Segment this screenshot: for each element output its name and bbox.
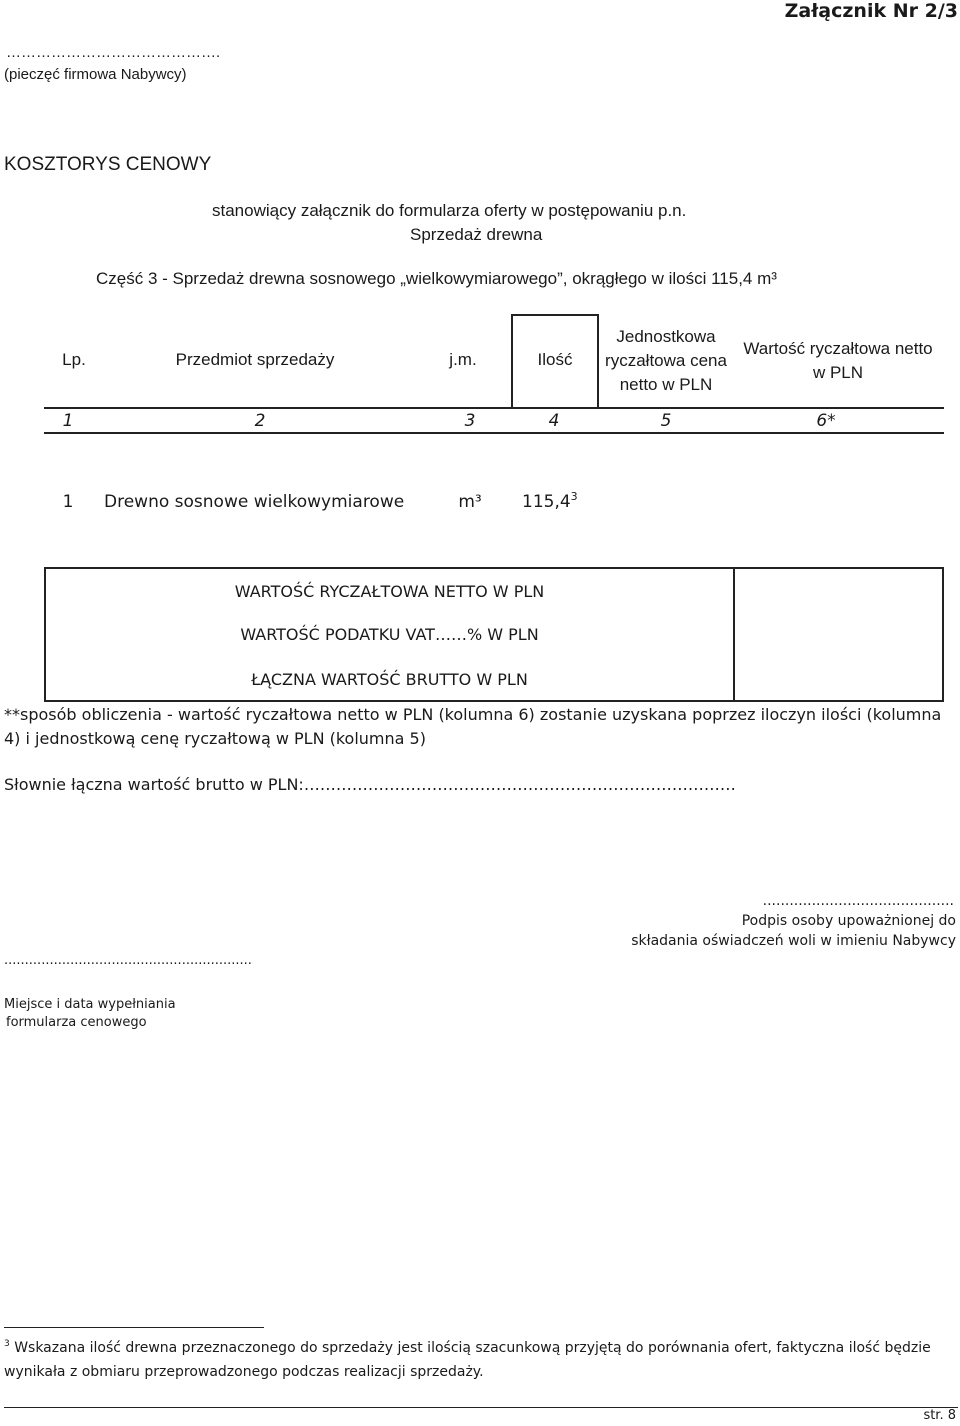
header-unit: j.m. [449,350,477,369]
table-border [44,700,944,702]
table-border [511,314,598,316]
footnote-text: Wskazana ilość drewna przeznaczonego do sprzedaży jest ilością szacunkową przyjętą do porównania ofert, faktyczna ilość będzie wynikała z obmiaru przeprowadzonego podczas realizacji sprzedaży. [4,1340,931,1380]
place-date-caption: Miejsce i data wypełniania [4,997,176,1012]
column-number: 1 [62,410,74,431]
table-border [597,314,599,409]
stamp-caption: (pieczęć firmowa Nabywcy) [4,66,187,83]
header-value: Wartość ryczałtowa netto w PLN [743,339,933,382]
place-date-dots: ............................................................ [4,953,252,968]
part-description: Część 3 - Sprzedaż drewna sosnowego „wielkowymiarowego”, okrągłego w ilości 115,4 m³ [96,269,777,288]
signature-dots: ........................................... [762,893,954,909]
signature-caption: składania oświadczeń woli w imieniu Nabywcy [631,933,956,949]
gross-total-label: ŁĄCZNA WARTOŚĆ BRUTTO W PLN [251,669,528,689]
place-date-caption: formularza cenowego [6,1015,147,1030]
page-number: str. 8 [923,1408,956,1423]
footnote-ref: 3 [570,489,578,503]
table-border [942,567,944,702]
stamp-placeholder-dots: ……………………………………. [6,44,221,61]
footnote-separator [4,1327,264,1328]
footnote [4,1337,956,1383]
header-lp: Lp. [62,350,86,369]
document-title: KOSZTORYS CENOWY [4,154,212,175]
subtitle-line-2: Sprzedaż drewna [410,225,543,244]
column-number: 2 [254,410,266,431]
table-row-item: Drewno sosnowe wielkowymiarowe [104,492,405,512]
column-number: 6* [816,410,836,431]
table-row-unit: m³ [458,492,482,512]
header-quantity: Ilość [537,350,573,369]
net-total-label: WARTOŚĆ RYCZAŁTOWA NETTO W PLN [234,581,545,601]
column-number: 4 [548,410,560,431]
page-footer-rule [4,1407,958,1408]
table-row-lp: 1 [62,492,74,512]
signature-caption: Podpis osoby upoważnionej do [741,913,956,929]
footnote-mark: 3 [4,1339,10,1349]
table-row-quantity [522,488,598,516]
header-item: Przedmiot sprzedaży [175,350,335,369]
amount-in-words-line: Słownie łączna wartość brutto w PLN:……………………………………………………………………… [4,775,736,794]
column-number: 5 [660,410,672,431]
table-border [733,567,735,702]
subtitle-line-1: stanowiący załącznik do formularza oferty w postępowaniu p.n. [212,201,687,220]
table-border [44,432,944,434]
header-unit-price: Jednostkowa ryczałtowa cena netto w PLN [605,327,727,394]
table-border [44,567,944,569]
attachment-label: Załącznik Nr 2/3 [784,0,958,22]
vat-label: WARTOŚĆ PODATKU VAT……% W PLN [240,624,539,644]
quantity-value: 115,4 [522,492,571,512]
calculation-note: **sposób obliczenia - wartość ryczałtowa netto w PLN (kolumna 6) zostanie uzyskana poprzez iloczyn ilości (kolumna 4) i jednostkową cenę ryczałtową w PLN (kolumna 5) [4,705,942,748]
column-number: 3 [464,410,476,431]
